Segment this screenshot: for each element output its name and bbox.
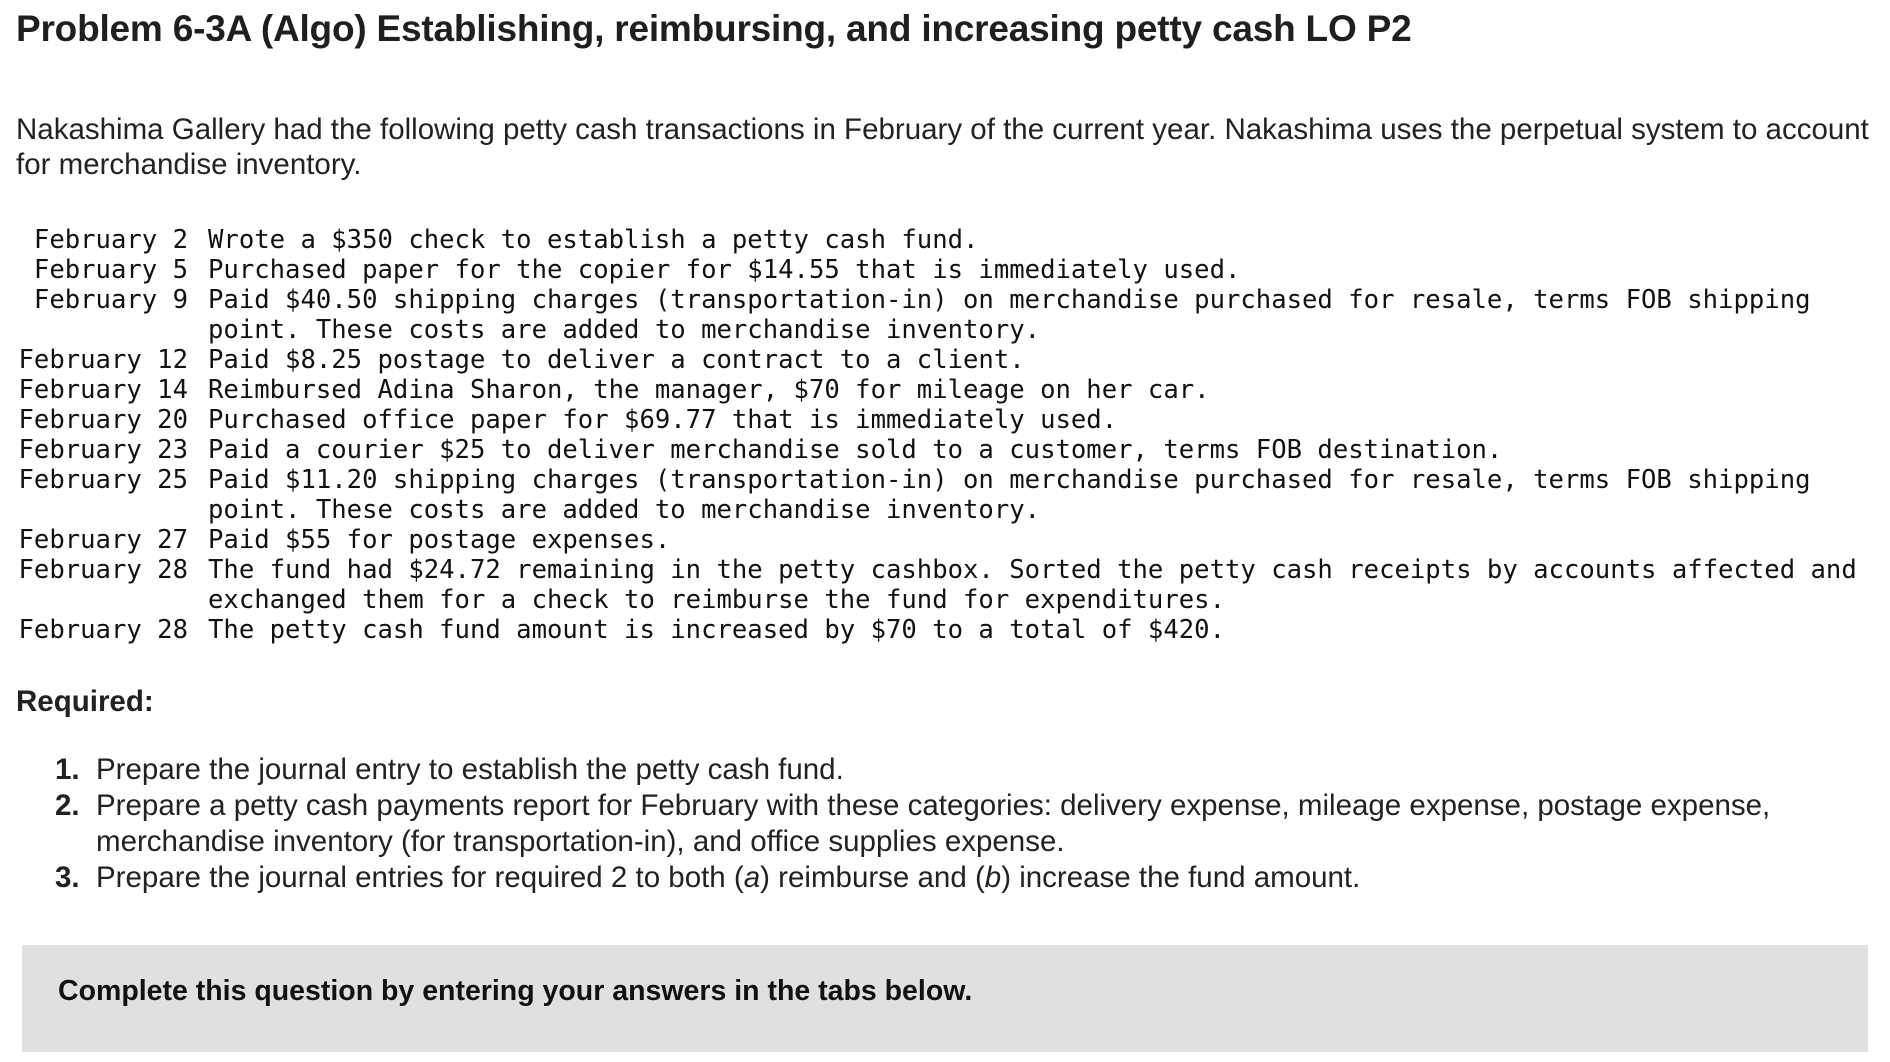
transaction-description: Reimbursed Adina Sharon, the manager, $70 for mileage on her car. [208, 375, 1210, 405]
transaction-date: February 25 [18, 465, 188, 495]
required-item [55, 860, 1885, 896]
transaction-row [16, 375, 1886, 405]
transaction-date: February 27 [18, 525, 188, 555]
transaction-description: Paid $8.25 postage to deliver a contract to a client. [208, 345, 1025, 375]
required-item-number: 1. [55, 753, 80, 786]
transaction-description: Purchased paper for the copier for $14.55 that is immediately used. [208, 255, 1241, 285]
transaction-description: The petty cash fund amount is increased by $70 to a total of $420. [208, 615, 1225, 645]
transaction-row [16, 615, 1886, 645]
transaction-date: February 14 [18, 375, 188, 405]
transaction-date: February 28 [18, 615, 188, 645]
transaction-row [16, 525, 1886, 555]
transaction-date: February 28 [18, 555, 188, 585]
transaction-row [16, 435, 1886, 465]
transaction-description: Wrote a $350 check to establish a petty cash fund. [208, 225, 979, 255]
transaction-row [16, 225, 1886, 255]
transaction-description: Paid a courier $25 to deliver merchandise sold to a customer, terms FOB destination. [208, 435, 1503, 465]
required-item-text: Prepare a petty cash payments report for February with these categories: delivery expense, mileage expense, postage expense, merchandise inventory (for transportation-in), and office supplies expense. [96, 789, 1771, 858]
transaction-row [16, 345, 1886, 375]
transaction-date: February 9 [33, 285, 188, 315]
required-item-text-part: ) reimburse and ( [760, 861, 985, 894]
transaction-row [16, 405, 1886, 435]
required-item-number: 2. [55, 789, 80, 822]
transaction-description: The fund had $24.72 remaining in the petty cashbox. Sorted the petty cash receipts by accounts affected and exchanged them for a check to reimburse the fund for expenditures. [208, 555, 1857, 615]
transaction-description: Paid $11.20 shipping charges (transportation-in) on merchandise purchased for resale, terms FOB shipping point. These costs are added to merchandise inventory. [208, 465, 1811, 525]
transaction-row [16, 285, 1886, 345]
required-item-text-part: ) increase the fund amount. [1001, 861, 1361, 894]
answer-instructions-panel [22, 945, 1868, 1052]
required-list [55, 752, 1885, 896]
problem-title: Problem 6-3A (Algo) Establishing, reimbursing, and increasing petty cash LO P2 [16, 8, 1412, 49]
required-item-text: Prepare the journal entry to establish the petty cash fund. [96, 753, 844, 786]
transactions-list [16, 225, 1886, 645]
transaction-description: Paid $55 for postage expenses. [208, 525, 671, 555]
transaction-description: Paid $40.50 shipping charges (transportation-in) on merchandise purchased for resale, terms FOB shipping point. These costs are added to merchandise inventory. [208, 285, 1811, 345]
required-item [55, 752, 1885, 788]
problem-intro: Nakashima Gallery had the following petty cash transactions in February of the current year. Nakashima uses the perpetual system to account for merchandise inventory. [16, 113, 1869, 181]
transaction-date: February 5 [33, 255, 188, 285]
transaction-description: Purchased office paper for $69.77 that is immediately used. [208, 405, 1118, 435]
required-item-text-part: Prepare the journal entries for required 2 to both ( [96, 861, 744, 894]
required-heading: Required: [16, 685, 154, 718]
required-item-part-a: a [743, 861, 761, 894]
transaction-date: February 23 [18, 435, 188, 465]
transaction-row [16, 255, 1886, 285]
transaction-date: February 12 [18, 345, 188, 375]
transaction-date: February 20 [18, 405, 188, 435]
required-item-number: 3. [55, 861, 80, 894]
required-item-text [96, 860, 1885, 896]
transaction-row [16, 555, 1886, 615]
answer-instructions-text: Complete this question by entering your answers in the tabs below. [58, 975, 973, 1007]
required-item [55, 788, 1885, 860]
transaction-date: February 2 [33, 225, 188, 255]
transaction-row [16, 465, 1886, 525]
required-item-part-b: b [984, 861, 1002, 894]
